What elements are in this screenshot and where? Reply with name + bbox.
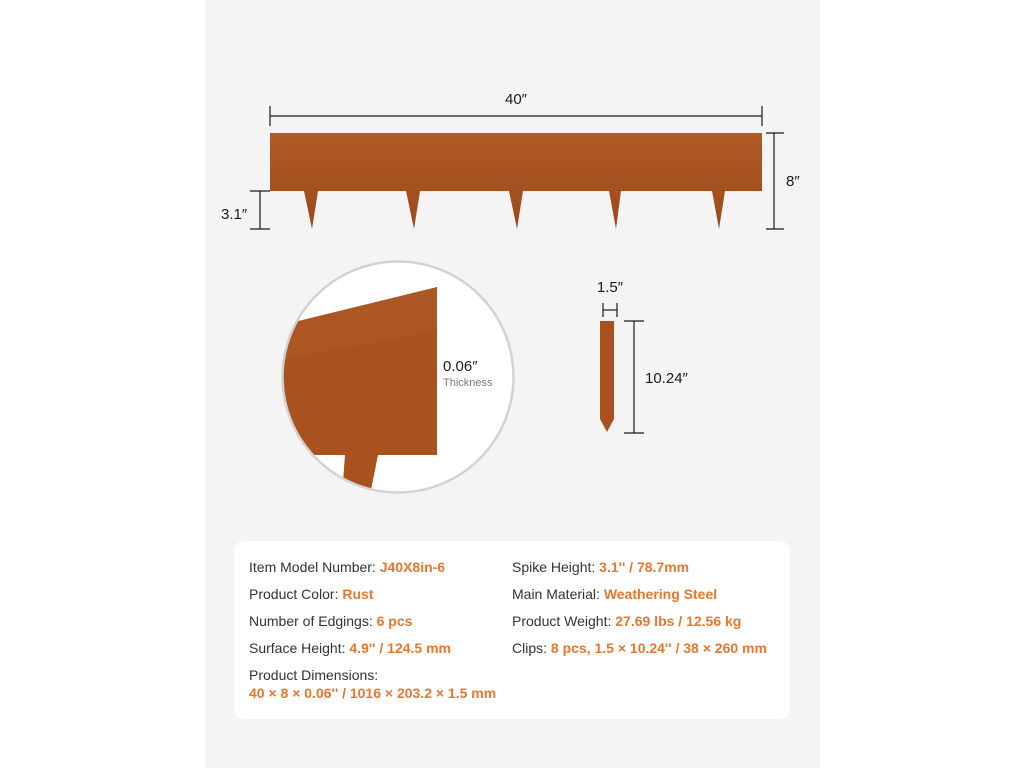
spec-spike-height: Spike Height: 3.1'' / 78.7mm	[512, 559, 690, 575]
thickness-value: 0.06″	[443, 358, 478, 375]
thickness-label: Thickness	[443, 377, 493, 389]
clip-height-label: 10.24″	[645, 370, 688, 387]
clip-width-dimension-line	[603, 303, 617, 317]
spec-number-of-edgings: Number of Edgings: 6 pcs	[249, 613, 413, 629]
spec-model-number: Item Model Number: J40X8in-6	[249, 559, 446, 575]
height-dimension-line	[766, 133, 784, 229]
spec-dimensions-value: 40 × 8 × 0.06'' / 1016 × 203.2 × 1.5 mm	[249, 685, 497, 701]
spec-dimensions-label: Product Dimensions:	[249, 667, 379, 683]
spec-main-material: Main Material: Weathering Steel	[512, 586, 718, 602]
clip-width-label: 1.5″	[596, 279, 624, 296]
length-label: 40″	[505, 91, 527, 108]
height-label: 8″	[786, 173, 800, 190]
spec-product-color: Product Color: Rust	[249, 586, 374, 602]
spec-product-weight: Product Weight: 27.69 lbs / 12.56 kg	[512, 613, 742, 629]
spec-clips: Clips: 8 pcs, 1.5 × 10.24'' / 38 × 260 mm	[512, 640, 767, 656]
spike-label: 3.1″	[221, 206, 248, 223]
length-dimension-line	[270, 106, 762, 126]
clip-height-dimension-line	[624, 321, 644, 433]
edging-panel	[270, 133, 762, 229]
spike-dimension-line	[250, 191, 270, 229]
clip-illustration	[600, 321, 614, 432]
spec-surface-height: Surface Height: 4.9'' / 124.5 mm	[249, 640, 451, 656]
